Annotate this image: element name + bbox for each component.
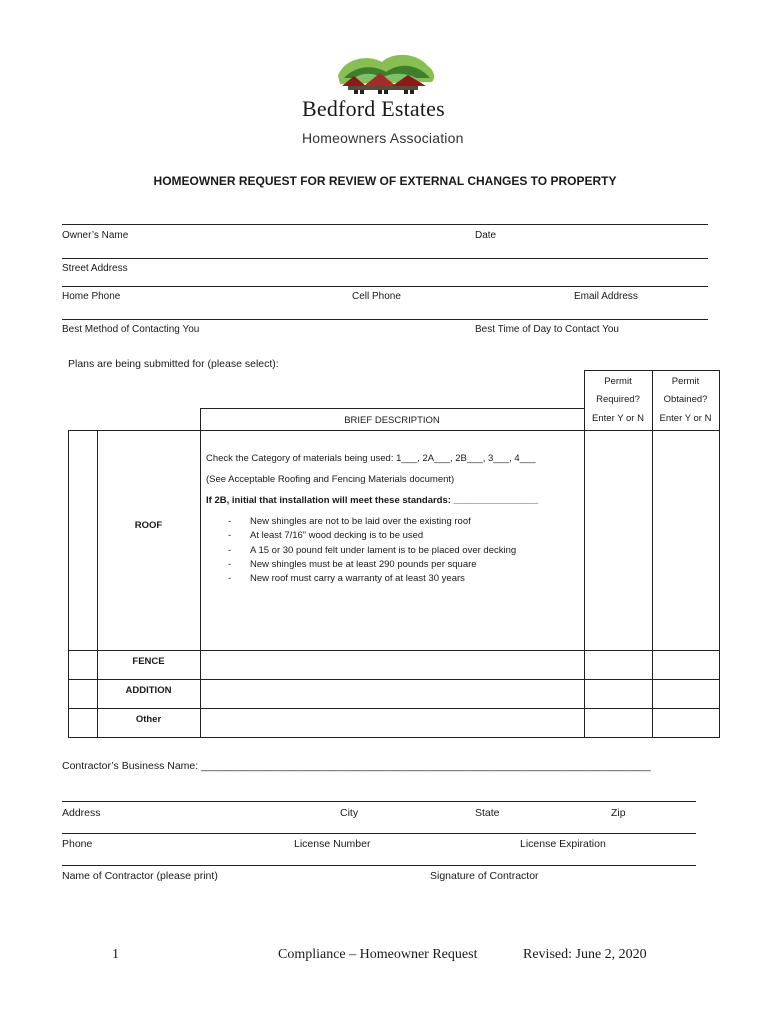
other-select-cell[interactable]	[69, 709, 96, 736]
footer-revised: Revised: June 2, 2020	[523, 947, 647, 962]
plans-prompt: Plans are being submitted for (please select):	[68, 358, 279, 370]
brand-subtitle: Homeowners Association	[302, 130, 464, 146]
category-addition: ADDITION	[125, 685, 172, 696]
contractor-address-line[interactable]	[62, 801, 696, 802]
category-other: Other	[135, 714, 162, 725]
footer-doc-name: Compliance – Homeowner Request	[278, 947, 478, 962]
permit-obtained-header-2: Obtained?	[663, 394, 708, 405]
contractor-signature-label: Signature of Contractor	[430, 870, 539, 882]
roof-bullet-5: - New roof must carry a warranty of at least 30 years	[228, 573, 465, 584]
form-title: HOMEOWNER REQUEST FOR REVIEW OF EXTERNAL CHANGES TO PROPERTY	[153, 174, 617, 188]
contractor-phone-line[interactable]	[62, 833, 696, 834]
permit-obtained-header-3: Enter Y or N	[659, 413, 712, 424]
date-label: Date	[475, 230, 497, 241]
owner-name-line[interactable]	[62, 224, 708, 225]
addition-select-cell[interactable]	[69, 680, 96, 707]
fence-select-cell[interactable]	[69, 651, 96, 678]
permit-required-header-3: Enter Y or N	[592, 413, 644, 424]
street-address-line[interactable]	[62, 258, 708, 259]
cell-phone-label: Cell Phone	[352, 291, 401, 302]
phone-line[interactable]	[62, 286, 708, 287]
street-address-label: Street Address	[62, 263, 128, 274]
hoa-logo	[330, 48, 440, 100]
license-expiration-label: License Expiration	[520, 838, 606, 850]
brief-description-header: BRIEF DESCRIPTION	[344, 415, 440, 426]
roof-see-document: (See Acceptable Roofing and Fencing Materials document)	[206, 474, 455, 485]
roof-bullet-2: - At least 7/16” wood decking is to be used	[228, 530, 424, 541]
roof-bullet-3: - A 15 or 30 pound felt under lament is to be placed over decking	[228, 545, 517, 556]
logo-graphic	[330, 48, 440, 100]
contractor-state-label: State	[475, 807, 500, 819]
contractor-business-name[interactable]: Contractor’s Business Name: _____________________________________________________________________________	[62, 760, 651, 772]
roof-if-2b-line[interactable]: If 2B, initial that installation will meet these standards: ________________	[206, 495, 539, 506]
roof-bullet-1: - New shingles are not to be laid over the existing roof	[228, 516, 471, 527]
brand-name: Bedford Estates	[302, 96, 445, 121]
home-phone-label: Home Phone	[62, 291, 121, 302]
email-address-label: Email Address	[574, 291, 638, 302]
permit-required-header-1: Permit	[604, 376, 632, 387]
permit-obtained-header-1: Permit	[671, 376, 700, 387]
contractor-address-label: Address	[62, 807, 101, 819]
best-method-label: Best Method of Contacting You	[62, 324, 200, 335]
permit-required-header-2: Required?	[596, 394, 640, 405]
license-number-label: License Number	[294, 838, 371, 850]
category-fence: FENCE	[132, 656, 165, 667]
contractor-zip-label: Zip	[611, 807, 626, 819]
contractor-name-label: Name of Contractor (please print)	[62, 870, 218, 882]
page-number: 1	[112, 947, 119, 962]
roof-bullet-4: - New shingles must be at least 290 pounds per square	[228, 559, 477, 570]
contractor-city-label: City	[340, 807, 359, 819]
category-roof: ROOF	[134, 520, 163, 531]
best-time-label: Best Time of Day to Contact You	[475, 324, 619, 335]
contractor-phone-label: Phone	[62, 838, 93, 850]
contact-line[interactable]	[62, 319, 708, 320]
owners-name-label: Owner’s Name	[62, 230, 129, 241]
contractor-name-line[interactable]	[62, 865, 696, 866]
roof-category-line[interactable]: Check the Category of materials being used: 1___, 2A___, 2B___, 3___, 4___	[206, 453, 536, 464]
roof-select-cell[interactable]	[69, 431, 96, 649]
